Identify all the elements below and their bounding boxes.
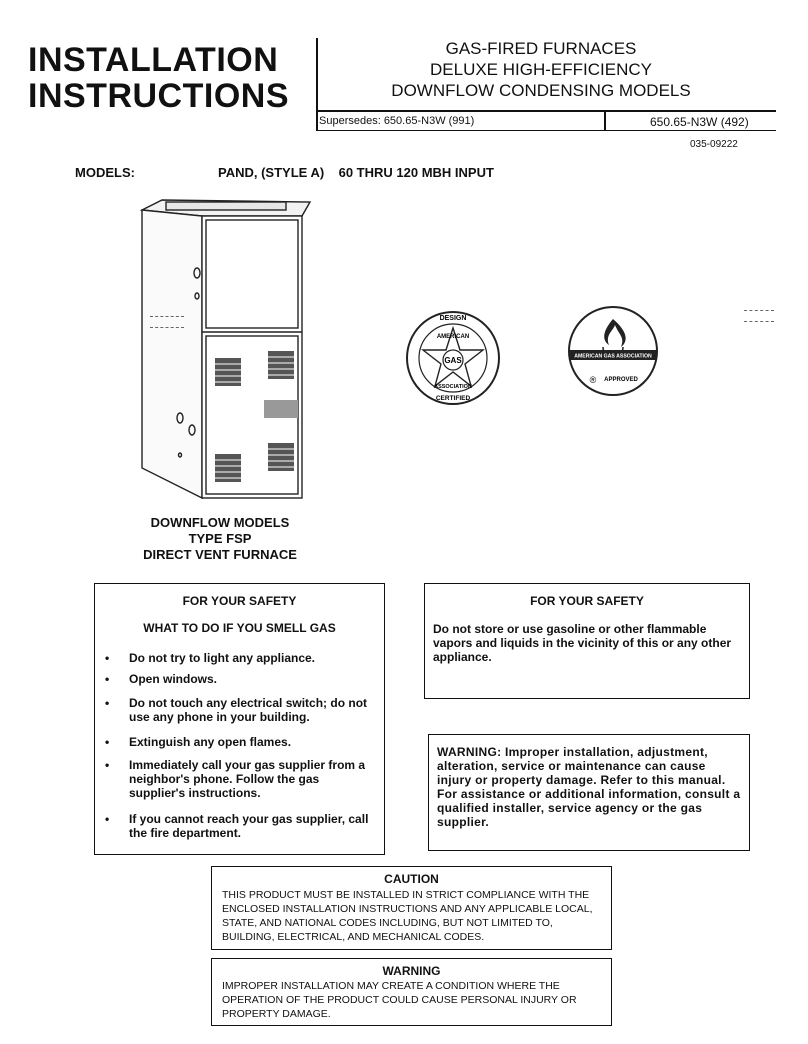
registered-mark: ® bbox=[589, 375, 597, 385]
scan-mark-right bbox=[744, 310, 774, 322]
safety-bullet: • If you cannot reach your gas supplier, call the fire department. bbox=[105, 812, 369, 840]
safety-bullet: • Immediately call your gas supplier from a neighbor's phone. Follow the gas supplier's instructions. bbox=[105, 758, 366, 800]
caption-line-2: TYPE FSP bbox=[188, 531, 252, 546]
safety-left-title: FOR YOUR SAFETY bbox=[182, 594, 297, 608]
safety-bullet: • Open windows. bbox=[105, 672, 218, 686]
header-cell-divider bbox=[604, 110, 606, 131]
aga-seal-ring-bottom: ASSOCIATION bbox=[434, 384, 472, 390]
scan-mark-left bbox=[150, 316, 184, 328]
aga-seal-top: DESIGN bbox=[439, 315, 467, 322]
caption-line-3: DIRECT VENT FURNACE bbox=[143, 547, 297, 562]
aga-seal-ring-top: AMERICAN bbox=[436, 334, 470, 340]
aga-seal-bottom: CERTIFIED bbox=[435, 395, 471, 402]
warning2-title: WARNING bbox=[382, 964, 441, 978]
header-rule-bottom bbox=[316, 130, 776, 131]
models-value: PAND, (STYLE A) 60 THRU 120 MBH INPUT bbox=[218, 165, 494, 180]
document-number: 650.65-N3W (492) bbox=[650, 115, 749, 129]
personal-injury-warning-box bbox=[211, 958, 612, 1026]
furnace-illustration bbox=[140, 198, 320, 503]
subtitle-line-2: DELUXE HIGH-EFFICIENCY bbox=[430, 60, 652, 79]
agaap-seal-label: APPROVED bbox=[604, 377, 638, 383]
part-number: 035-09222 bbox=[690, 139, 738, 150]
caution-title: CAUTION bbox=[384, 872, 439, 886]
flammables-safety-box bbox=[424, 583, 750, 699]
aga-design-certified-seal bbox=[405, 310, 501, 406]
caution-text: THIS PRODUCT MUST BE INSTALLED IN STRICT COMPLIANCE WITH THE ENCLOSED INSTALLATION INSTRUCTIONS AND ANY APPLICABLE LOCAL, STATE, AND NATIONAL CODES INCLUDING, BUT NOT LIMITED TO, BUILDING, ELECTRICAL, AND MECHANICAL CODES. bbox=[222, 889, 593, 943]
warning-text: WARNING: Improper installation, adjustment, alteration, service or maintenance can cause injury or property damage. Refer to this manual. For assistance or additional information, consult a qualified installer, service agency or the gas supplier. bbox=[437, 745, 741, 829]
caption-line-1: DOWNFLOW MODELS bbox=[150, 515, 290, 530]
safety-right-title: FOR YOUR SAFETY bbox=[530, 594, 644, 608]
safety-bullet: • Do not touch any electrical switch; do not use any phone in your building. bbox=[105, 696, 368, 724]
warning2-text: IMPROPER INSTALLATION MAY CREATE A CONDITION WHERE THE OPERATION OF THE PRODUCT COULD CAUSE PERSONAL INJURY OR PROPERTY DAMAGE. bbox=[222, 980, 577, 1020]
models-label: MODELS: bbox=[75, 165, 135, 180]
header-rule bbox=[316, 110, 776, 112]
agaap-seal-band: AMERICAN GAS ASSOCIATION bbox=[574, 353, 652, 360]
safety-right-text: Do not store or use gasoline or other flammable vapors and liquids in the vicinity of this or any other appliance. bbox=[433, 622, 732, 664]
aga-seal-center: GAS bbox=[444, 356, 462, 365]
title-line-1: INSTALLATION bbox=[28, 41, 279, 79]
illustration-caption bbox=[120, 515, 320, 563]
safety-bullet: • Do not try to light any appliance. bbox=[105, 651, 316, 665]
page-title bbox=[28, 42, 289, 114]
title-line-2: INSTRUCTIONS bbox=[28, 77, 289, 115]
supersedes-note: Supersedes: 650.65-N3W (991) bbox=[319, 115, 475, 127]
aga-approved-seal bbox=[563, 305, 663, 397]
subtitle-line-1: GAS-FIRED FURNACES bbox=[445, 39, 637, 58]
safety-left-subtitle: WHAT TO DO IF YOU SMELL GAS bbox=[143, 621, 336, 635]
gas-smell-safety-box bbox=[94, 583, 385, 855]
safety-bullet: • Extinguish any open flames. bbox=[105, 735, 292, 749]
product-subtitle bbox=[318, 38, 764, 101]
improper-installation-warning-box bbox=[428, 734, 750, 851]
caution-box bbox=[211, 866, 612, 950]
subtitle-line-3: DOWNFLOW CONDENSING MODELS bbox=[391, 81, 691, 100]
